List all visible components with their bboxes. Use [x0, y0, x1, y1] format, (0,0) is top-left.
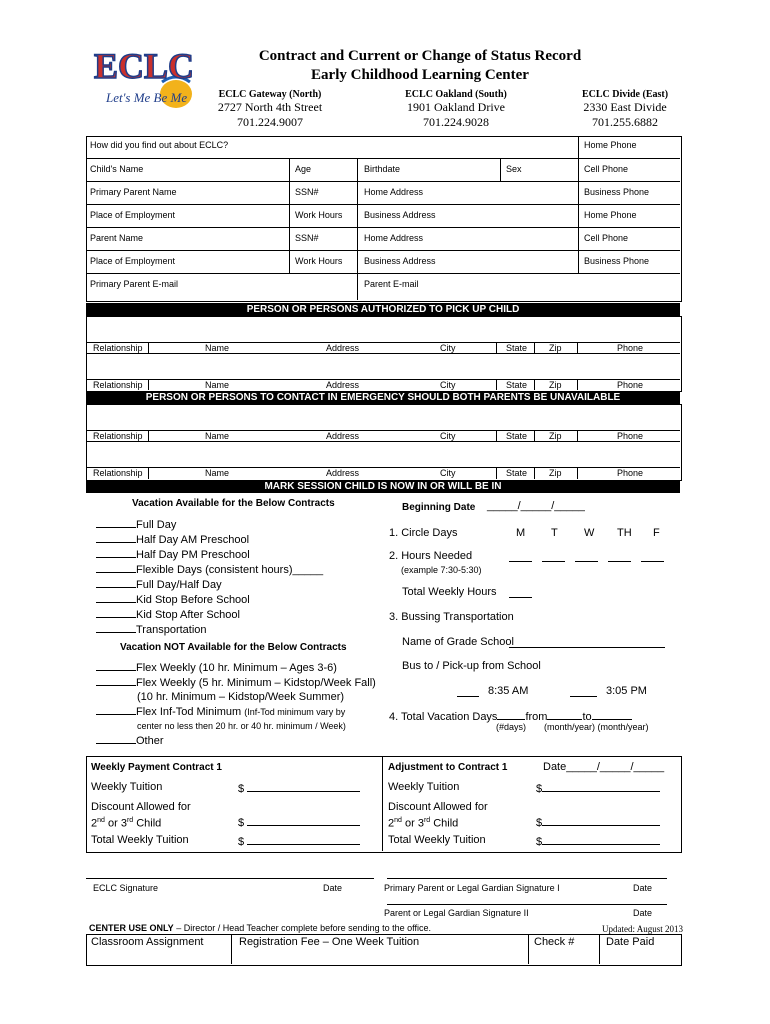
- parent-email-label: Parent E-mail: [364, 279, 419, 289]
- col-city: City: [440, 380, 456, 390]
- location-divide: [545, 89, 705, 130]
- weekly-tuition-field-2[interactable]: $: [536, 781, 660, 795]
- birthdate-label: Birthdate: [364, 164, 401, 174]
- col-city: City: [440, 431, 456, 441]
- grade-school-label: Name of Grade School: [402, 636, 514, 648]
- check-number-label[interactable]: Check #: [534, 936, 575, 948]
- hours-needed-label: 2. Hours Needed: [389, 550, 473, 562]
- circle-days-label: 1. Circle Days: [389, 527, 458, 539]
- col-phone: Phone: [617, 431, 644, 441]
- time-pm: 3:05 PM: [606, 685, 647, 697]
- col-state: State: [506, 343, 528, 353]
- location-name: ECLC Oakland (South): [405, 89, 507, 100]
- pm-blank[interactable]: [570, 684, 597, 702]
- form-title-line1: Contract and Current or Change of Status Record: [258, 48, 582, 64]
- day-w[interactable]: W: [584, 527, 595, 539]
- vacation-available-list: [96, 517, 323, 637]
- col-relationship: Relationship: [93, 380, 143, 390]
- place-employment-label: Place of Employment: [90, 210, 176, 220]
- col-address: Address: [326, 380, 360, 390]
- updated-date: Updated: August 2013: [602, 924, 683, 934]
- col-city: City: [440, 468, 456, 478]
- location-name: ECLC Gateway (North): [218, 89, 322, 100]
- am-blank[interactable]: [457, 684, 479, 702]
- col-city: City: [440, 343, 456, 353]
- parent2-signature-line[interactable]: [387, 904, 667, 905]
- weekly-tuition-field[interactable]: $: [238, 781, 360, 795]
- eclc-signature-label: ECLC Signature: [93, 883, 159, 893]
- classroom-assignment-label[interactable]: Classroom Assignment: [91, 936, 204, 948]
- total-vacation-label: 4. Total Vacation Days from to: [389, 709, 632, 723]
- weekly-tuition-label: Weekly Tuition: [91, 781, 163, 793]
- col-relationship: Relationship: [93, 468, 143, 478]
- col-phone: Phone: [617, 343, 644, 353]
- adjustment-title: Adjustment to Contract 1: [388, 762, 508, 773]
- home-address-label: Home Address: [364, 187, 424, 197]
- col-state: State: [506, 468, 528, 478]
- date-paid-label[interactable]: Date Paid: [606, 936, 655, 948]
- weekly-tuition-label-2: Weekly Tuition: [388, 781, 460, 793]
- bus-to-label: Bus to / Pick-up from School: [402, 660, 541, 672]
- business-address-label: Business Address: [364, 210, 436, 220]
- beginning-date-label: Beginning Date: [402, 502, 476, 513]
- location-name: ECLC Divide (East): [581, 89, 669, 100]
- col-phone: Phone: [617, 380, 644, 390]
- session-header: MARK SESSION CHILD IS NOW IN OR WILL BE IN: [86, 480, 680, 493]
- session-option[interactable]: Full Day: [96, 517, 323, 532]
- col-address: Address: [326, 468, 360, 478]
- session-option[interactable]: Other: [96, 733, 376, 748]
- total-weekly-tuition-field-2[interactable]: $: [536, 834, 660, 848]
- home-phone-label-2: Home Phone: [584, 210, 637, 220]
- total-weekly-tuition-field[interactable]: $: [238, 834, 360, 848]
- discount-label: Discount Allowed for 2nd or 3rd Child: [91, 801, 191, 830]
- place-employment-label-2: Place of Employment: [90, 256, 176, 266]
- session-option[interactable]: Half Day AM Preschool: [96, 532, 323, 547]
- vacation-not-title: Vacation NOT Available for the Below Contracts: [120, 642, 347, 653]
- eclc-date-label: Date: [323, 883, 343, 893]
- col-name: Name: [205, 431, 230, 441]
- work-hours-label: Work Hours: [295, 210, 343, 220]
- discount-field-2[interactable]: $: [536, 815, 660, 829]
- vacation-not-list: Flex Weekly (10 hr. Minimum – Ages 3-6) Flex Weekly (5 hr. Minimum – Kidstop/Week Fall) (10 hr. Minimum – Kidstop/Week Summer) Flex Inf-Tod Minimum (Inf-Tod minimum vary by center no less then 20 hr. or 40 hr. minimum / Week) Other: [96, 660, 376, 748]
- location-phone: 701.255.6882: [592, 115, 658, 129]
- pickup-header: PERSON OR PERSONS AUTHORIZED TO PICK UP CHILD: [86, 303, 680, 316]
- ssn-label-2: SSN#: [295, 233, 319, 243]
- home-address-label-2: Home Address: [364, 233, 424, 243]
- location-phone: 701.224.9007: [237, 115, 303, 129]
- ssn-label: SSN#: [295, 187, 319, 197]
- time-am: 8:35 AM: [488, 685, 529, 697]
- emergency-header: PERSON OR PERSONS TO CONTACT IN EMERGENCY SHOULD BOTH PARENTS BE UNAVAILABLE: [86, 391, 680, 404]
- sex-label: Sex: [506, 164, 522, 174]
- location-gateway: [190, 89, 350, 130]
- adjustment-date[interactable]: Date_____/_____/_____: [543, 761, 665, 773]
- day-th[interactable]: TH: [617, 527, 632, 539]
- days-label: (#days): [496, 722, 527, 732]
- session-option[interactable]: Kid Stop Before School: [96, 592, 323, 607]
- pickup-table: [86, 316, 682, 392]
- primary-parent-signature-label: Primary Parent or Legal Gardian Signature I: [384, 883, 560, 893]
- how-found-label: How did you find out about ECLC?: [90, 140, 229, 150]
- session-option[interactable]: Flex Weekly (10 hr. Minimum – Ages 3-6): [96, 660, 376, 675]
- center-use-note: CENTER USE ONLY – Director / Head Teacher complete before sending to the office.: [89, 923, 432, 933]
- business-address-label-2: Business Address: [364, 256, 436, 266]
- discount-field[interactable]: $: [238, 815, 360, 829]
- col-state: State: [506, 380, 528, 390]
- age-label: Age: [295, 164, 312, 174]
- work-hours-label-2: Work Hours: [295, 256, 343, 266]
- business-phone-label-2: Business Phone: [584, 256, 650, 266]
- session-option[interactable]: Half Day PM Preschool: [96, 547, 323, 562]
- col-relationship: Relationship: [93, 343, 143, 353]
- day-f[interactable]: F: [653, 527, 660, 539]
- vacation-available-title: Vacation Available for the Below Contracts: [132, 498, 335, 509]
- col-relationship: Relationship: [93, 431, 143, 441]
- location-street: 1901 Oakland Drive: [407, 100, 505, 114]
- primary-parent-name-label: Primary Parent Name: [90, 187, 177, 197]
- col-zip: Zip: [549, 468, 562, 478]
- col-zip: Zip: [549, 343, 562, 353]
- session-option[interactable]: Full Day/Half Day: [96, 577, 323, 592]
- hours-example: (example 7:30-5:30): [401, 565, 482, 575]
- col-phone: Phone: [617, 468, 644, 478]
- hours-blanks[interactable]: [509, 549, 664, 567]
- form-title-line2: Early Childhood Learning Center: [311, 67, 529, 83]
- home-phone-label: Home Phone: [584, 140, 637, 150]
- day-m[interactable]: M: [516, 527, 526, 539]
- eclc-signature-line[interactable]: [86, 878, 374, 879]
- weekly-payment-title: Weekly Payment Contract 1: [91, 762, 222, 773]
- session-option[interactable]: Flex Weekly (5 hr. Minimum – Kidstop/Week Fall): [96, 675, 376, 690]
- total-weekly-hours-field[interactable]: [509, 585, 532, 603]
- location-street: 2330 East Divide: [583, 100, 667, 114]
- primary-parent-date-label: Date: [633, 883, 653, 893]
- parent2-date-label: Date: [633, 908, 653, 918]
- emergency-table: [86, 404, 682, 481]
- primary-parent-email-label: Primary Parent E-mail: [90, 279, 179, 289]
- total-weekly-tuition-label-2: Total Weekly Tuition: [388, 834, 486, 846]
- session-option[interactable]: Kid Stop After School: [96, 607, 323, 622]
- parent2-signature-label: Parent or Legal Gardian Signature II: [384, 908, 529, 918]
- session-option[interactable]: Flex Inf-Tod Minimum (Inf-Tod minimum vary by: [96, 704, 376, 719]
- beginning-date-field[interactable]: _____/_____/_____: [487, 500, 585, 512]
- session-option[interactable]: Flexible Days (consistent hours)_____: [96, 562, 323, 577]
- childs-name-label: Child's Name: [90, 164, 144, 174]
- location-street: 2727 North 4th Street: [217, 100, 323, 114]
- col-name: Name: [205, 468, 230, 478]
- session-option[interactable]: Transportation: [96, 622, 323, 637]
- registration-fee-label[interactable]: Registration Fee – One Week Tuition: [239, 936, 420, 948]
- col-name: Name: [205, 343, 230, 353]
- primary-parent-signature-line[interactable]: [387, 878, 667, 879]
- cell-phone-label-2: Cell Phone: [584, 233, 629, 243]
- svg-text:Let's Me Be Me: Let's Me Be Me: [106, 90, 188, 105]
- svg-text:ECLC: ECLC: [94, 46, 195, 86]
- location-oakland: [376, 89, 536, 130]
- parent-name-label: Parent Name: [90, 233, 144, 243]
- grade-school-field[interactable]: [509, 635, 665, 653]
- discount-label-2: Discount Allowed for 2nd or 3rd Child: [388, 801, 488, 830]
- bussing-label: 3. Bussing Transportation: [389, 611, 514, 623]
- col-zip: Zip: [549, 380, 562, 390]
- col-state: State: [506, 431, 528, 441]
- day-t[interactable]: T: [551, 527, 558, 539]
- cell-phone-label: Cell Phone: [584, 164, 629, 174]
- total-weekly-tuition-label: Total Weekly Tuition: [91, 834, 189, 846]
- col-address: Address: [326, 343, 360, 353]
- location-phone: 701.224.9028: [423, 115, 489, 129]
- col-name: Name: [205, 380, 230, 390]
- total-weekly-hours-label: Total Weekly Hours: [402, 586, 497, 598]
- business-phone-label: Business Phone: [584, 187, 650, 197]
- monthyear-label: (month/year) (month/year): [544, 722, 649, 732]
- col-zip: Zip: [549, 431, 562, 441]
- col-address: Address: [326, 431, 360, 441]
